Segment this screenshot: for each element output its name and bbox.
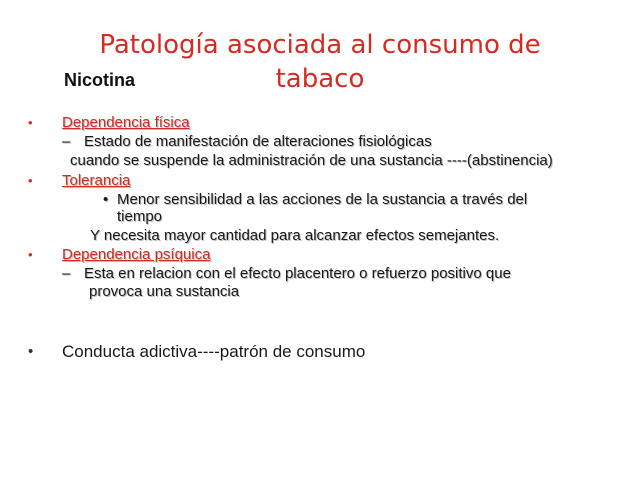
- detail-text: Estado de manifestación de alteraciones fisiológicas: [84, 133, 432, 150]
- item-tolerancia-detail-1: [103, 191, 527, 209]
- item-dependencia-psiquica: Dependencia psíquica: [62, 246, 211, 263]
- dash-icon: –: [62, 265, 71, 282]
- item-dependencia-psiquica-detail-1: [62, 265, 511, 283]
- detail-text: Menor sensibilidad a las acciones de la sustancia a través del: [117, 191, 528, 208]
- item-tolerancia-detail-2: tiempo: [117, 208, 163, 225]
- bullet-icon: •: [28, 343, 34, 360]
- detail-text: Esta en relacion con el efecto placentero o refuerzo positivo que: [84, 265, 511, 282]
- item-dependencia-fisica: Dependencia física: [62, 114, 190, 131]
- slide-title: Patología asociada al consumo de tabaco: [99, 30, 541, 94]
- item-conducta-adictiva: Conducta adictiva----patrón de consumo: [62, 342, 366, 361]
- item-dependencia-fisica-detail-2: cuando se suspende la administración de una sustancia ----(abstinencia): [70, 152, 553, 169]
- item-tolerancia: Tolerancia: [62, 172, 131, 189]
- slide-subtitle: Nicotina: [64, 70, 136, 90]
- item-tolerancia-note: Y necesita mayor cantidad para alcanzar efectos semejantes.: [90, 227, 500, 244]
- bullet-icon: •: [103, 191, 109, 208]
- bullet-icon: •: [28, 247, 33, 262]
- bullet-icon: •: [28, 115, 33, 130]
- item-dependencia-psiquica-detail-2: provoca una sustancia: [89, 283, 240, 300]
- item-dependencia-fisica-detail-1: [62, 133, 432, 151]
- dash-icon: –: [62, 133, 71, 150]
- bullet-icon: •: [28, 173, 33, 188]
